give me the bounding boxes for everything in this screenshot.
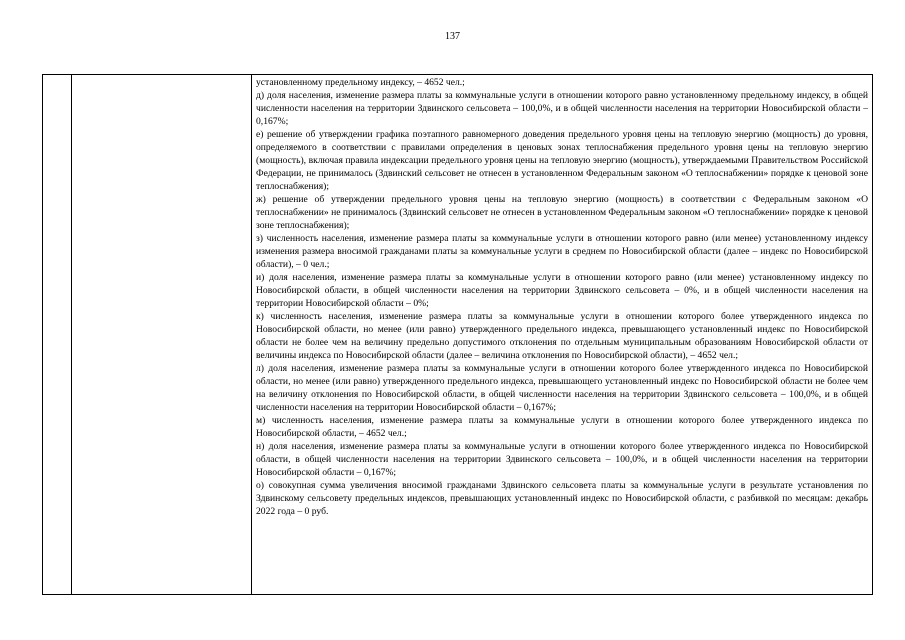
paragraph-o: о) совокупная сумма увеличения вносимой гражданами Здвинского сельсовета платы за коммунальные услуги в результате установления по Здвинскому сельсовету предельных индексов, превышающих установленный индекс по Новосибирской области, с разбивкой по месяцам: декабрь 2022 года – 0 руб. xyxy=(256,480,868,517)
empty-description-cell xyxy=(72,75,252,595)
paragraph-zh: ж) решение об утверждении предельного уровня цены на тепловую энергию (мощность) в соответствии с Федеральным законом «О теплоснабжении» не принималось (Здвинский сельсовет не отнесен в установленном Федеральным законом «О теплоснабжении» порядке к ценовой зоне теплоснабжения); xyxy=(256,194,868,231)
paragraph-n: н) доля населения, изменение размера платы за коммунальные услуги в отношении которого более утвержденного индекса по Новосибирской области, в общей численности населения на территории Здвинского сельсовета – 100,0%, и в общей численности населения на территории Новосибирской области – 0,167%; xyxy=(256,441,868,478)
paragraph-i: и) доля населения, изменение размера платы за коммунальные услуги в отношении которого равно (или менее) установленному индексу по Новосибирской области, в общей численности населения на территории Здвинского сельсовета – 0%, и в общей численности населения на территории Новосибирской области – 0%; xyxy=(256,272,868,309)
table-row xyxy=(43,75,873,595)
page-number: 137 xyxy=(445,31,460,42)
paragraph-m: м) численность населения, изменение размера платы за коммунальные услуги в отношении которого более утвержденного индекса по Новосибирской области, – 4652 чел.; xyxy=(256,415,868,439)
document-table xyxy=(42,74,873,595)
paragraph-k: к) численность населения, изменение размера платы за коммунальные услуги в отношении которого более утвержденного индекса по Новосибирской области, но менее (или равно) утвержденного предельного индекса, превышающего установленный индекс по Новосибирской области не более чем на величину предельно допустимого отклонения по отдельным муниципальным образованиям Новосибирской области от величины индекса по Новосибирской области (далее – величина отклонения по Новосибирской области), – 4652 чел.; xyxy=(256,311,868,361)
paragraph-l: л) доля населения, изменение размера платы за коммунальные услуги в отношении которого более утвержденного индекса по Новосибирской области, но менее (или равно) утвержденного предельного индекса, превышающего установленный индекс по Новосибирской области не более чем на величину отклонения по Новосибирской области, в общей численности населения на территории Здвинского сельсовета – 100,0%, и в общей численности населения на территории Новосибирской области – 0,167%; xyxy=(256,363,868,413)
paragraph-d: д) доля населения, изменение размера платы за коммунальные услуги в отношении которого равно установленному предельному индексу, в общей численности населения на территории Здвинского сельсовета – 100,0%, и в общей численности населения на территории Новосибирской области – 0,167%; xyxy=(256,90,868,127)
text-cell xyxy=(252,75,873,595)
empty-number-cell xyxy=(43,75,72,595)
paragraph-e: е) решение об утверждении графика поэтапного равномерного доведения предельного уровня цены на тепловую энергию (мощность) до уровня, определяемого в соответствии с правилами определения в ценовых зонах теплоснабжения предельного уровня цены на тепловую энергию (мощность), включая правила индексации предельного уровня цены на тепловую энергию (мощность), утверждаемыми Правительством Российской Федерации, не принималось (Здвинский сельсовет не отнесен в установленном Федеральным законом «О теплоснабжении» порядке к ценовой зоне теплоснабжения); xyxy=(256,129,868,192)
paragraph-z: з) численность населения, изменение размера платы за коммунальные услуги в отношении которого равно (или менее) установленному индексу изменения размера вносимой гражданами платы за коммунальные услуги в среднем по Новосибирской области (далее – индекс по Новосибирской области), – 0 чел.; xyxy=(256,233,868,270)
paragraph-continuation: установленному предельному индексу, – 4652 чел.; xyxy=(256,77,465,88)
